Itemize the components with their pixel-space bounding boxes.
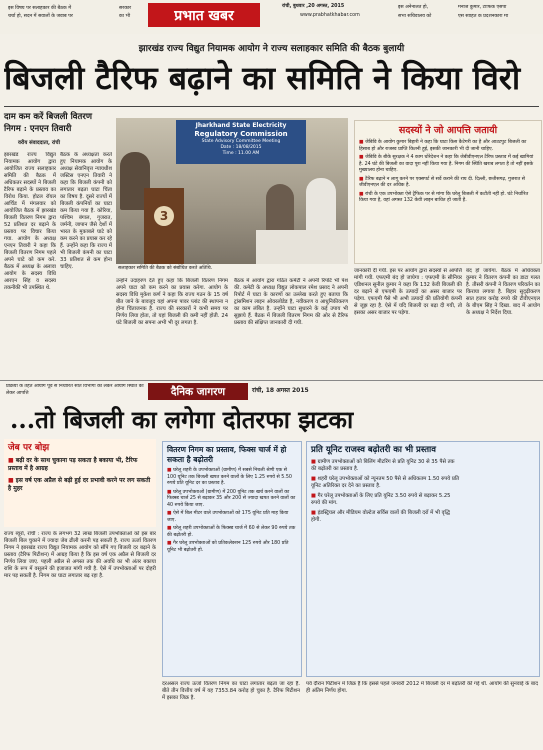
- objections-title: सदस्यों ने जो आपत्ति जतायी: [398, 125, 498, 136]
- article-dainik-jagran: [0, 380, 543, 750]
- objections-box: [354, 120, 542, 264]
- article2-left-body: राज्य ब्यूरो, रांची : राज्य के लगभग 32 लाख बिजली उपभोक्ताओं को इस बार बिजली बिल चुकाने में ज्यादा जेब ढीली करनी पड़ सकती है. राज्य ऊर्जा वितरण निगम ने झारखंड राज्य विद्युत नियामक आयोग को सौंपे गए बिजली दर बढ़ाने के प्रस्ताव (टैरिफ पिटीशन) में आग्रह किया है कि इस वर्ष एक अप्रैल से बिजली दर निर्णय लिया जाए. पहली अप्रैल से अगस्त तक की अवधि का भी अंतर बकाया राशि के रूप में वसूलने की इजाजत मांगी गयी है. ऐसे में उपभोक्ताओं पर दोहरी मार पड़ सकती है. निगम का घाटा लगातार बढ़ रहा है.: [4, 531, 156, 579]
- top-right-text-d: एस साहित के प्रदर्शनकारी मी: [458, 14, 509, 19]
- top-left-text-d: का भी: [119, 14, 131, 19]
- article1-subhead-1: दाम कम करें बिजली वितरण: [4, 112, 92, 122]
- article1-mid-column-1: उन्होंने उदाहरण देते हुए कहा कि बिजली वितरण निगम अपने घाटा को कम करने का प्रयास करेगा. आयोग के सदस्य विधि मुकेश कर्ण ने कहा कि राज्य गठन के 15 वर्ष बीत जाने के बावजूद यहां अपना पावर प्लांट की स्थापना न होना चिंताजनक है. राज्य की सरकारों ने कभी समय पर निर्णय लिया होता, तो यहां बिजली की कमी नहीं होती. 24 घंटे बिजली का सपना अभी भी दूर लगता है.: [116, 278, 228, 326]
- article1-right-column-1: जानकारी दी गयी. इस पर आयोग द्वारा सदस्यों से आपत्ति मांगी गयी. एफएमी बंद हो जायेगा : एफएमी के सीनियर एडिशनल सुनील कुमार ने कहा कि 132 केवी बिजली की दर बढ़ाने से एफएमी के उत्पादों का असर बाजार पर पड़ेगा. एफएमी पैसे भी अभी उत्पादों की प्रतियोगी कंपनी से जूझ रहा है. ऐसे में यदि बिजली दर बढ़ा दी गयी, तो इसका असर बाजार पर पड़ेगा.: [354, 268, 462, 316]
- proposal-point: ■ घरेलू उपभोक्ताओं (ग्रामीण) में 200 यूनिट तक खर्च करने वालों का फिक्स्ड चार्ज 25 से बढ़ाकर 35 और 200 से ज्यादा खपत करने वालों का 40 रुपये किया जाए.: [167, 490, 297, 510]
- article1-column-1: झारखंड राज्य विद्युत नियामक आयोग द्वारा आयोजित राज्य सलाहकार समिति की बैठक में अधिकतर सदस्यों ने बिजली टैरिफ बढ़ाने के प्रस्ताव का विरोध किया. होटल रॉयल आर्चिड में मंगलवार को आयोजित बैठक में झारखंड बिजली वितरण निगम द्वारा 52 प्रतिशत दर बढ़ाने के प्रस्ताव पर विचार किया गया. आयोग के अध्यक्ष एनएन तिवारी ने कहा कि बिजली वितरण निगम पहले अपने घाटे को कम करे. बैठक में अध्यक्ष के अलावा आयोग के सदस्य विधि आरएन सिंह व सदस्य तकनीकी भी उपस्थित थे.: [4, 152, 56, 291]
- objection-item: ■ जेबिवि के बीके सुरक्षक ने 4 काम धोरेदेशन ने कहा कि जेबीवीएनएल टैरिफ प्रस्ताव में कई खामियां है. 24 घंटे की बिजली का वादा पूरा नहीं किया गया है. निगम की स्थिति खराब लगता है तो नहीं इसके मुख्यालय होना चाहिए.: [359, 155, 537, 175]
- article1-subhead-2: निगम : एनएन तिवारी: [4, 124, 72, 134]
- jagran-brand-bar: [148, 383, 248, 400]
- revenue-proposal-title: प्रति यूनिट राजस्व बढ़ोतरी का भी प्रस्ताव: [311, 445, 436, 455]
- objection-item: ■ टैरिफ बढ़ाने न लागू करने पर एक्सपर्ट से सर्वे कराने की राय दी. दिल्ली, छत्तीसगढ़, गुजरात से जीवीएनएल की दर अधिक है.: [359, 177, 537, 190]
- proposal-point: ■ घरेलू शहरी के उपभोक्ताओं (ग्रामीण) में सबसे निचली श्रेणी एक से 100 यूनिट तक बिजली खपत करने वालों के लिए 1.25 रुपये से 5.50 रुपये प्रति यूनिट दर का प्रस्ताव है.: [167, 468, 297, 488]
- article-prabhat-khabar: [0, 34, 543, 422]
- photo-banner-line-3: State Advisory Committee Meeting: [201, 139, 281, 144]
- photo-banner-line-5: Time : 11.00 AM: [222, 151, 260, 156]
- top-right-text-c: मनोज कुमार, टाफिक एसपी: [458, 5, 507, 10]
- top-left-text-c: सरकार: [119, 6, 132, 11]
- meeting-photo: [116, 118, 348, 264]
- photo-caption: सलाहकार समिति की बैठक को संबोधित करते अतिथि.: [118, 266, 213, 271]
- top-strip: [0, 0, 543, 35]
- photo-person-2: [266, 184, 294, 234]
- article2-headline: ...तो बिजली का लगेगा दोतरफा झटका: [10, 405, 354, 434]
- article1-kicker: झारखंड राज्य विद्युत नियामक आयोग ने राज्य सलाहकार समिति की बैठक बुलायी: [138, 44, 405, 54]
- issue-date: रांची, बुधवार ,20 अगस्त, 2015: [282, 4, 345, 9]
- photo-banner-line-1: Jharkhand State Electricity: [195, 122, 287, 129]
- objection-item: ■ जेबिवि के आयोग कुमार बिहारी ने कहा कि घाटा किस कैटेगरी का है और आउटपुट बिजली का हिसाब हो और राजस्व प्राप्ति कितनी हुई, इसकी जानकारी भी दी जानी चाहिए.: [359, 140, 537, 153]
- revenue-point: ■ ग्रामीण उपभोक्ताओं को बिलिंग मीटरिंग से प्रति यूनिट 30 से 35 पैसे तक की बढ़ोतरी का प्रस्ताव है.: [311, 459, 461, 473]
- revenue-proposal-box: [306, 441, 540, 677]
- brand-logo: [148, 3, 260, 27]
- top-right-text-a: इस अनेनालत हो,: [398, 5, 429, 10]
- podium-emblem: 3: [154, 206, 174, 226]
- photo-banner-line-2: Regulatory Commission: [194, 130, 288, 138]
- proposal-point: ■ ऐसे में बिल मीटर वाले उपभोक्ताओं को 175 यूनिट प्रति माह किया जाए.: [167, 511, 297, 524]
- article2-bottom-right: पर्व दौरान पिटीशन में जिक्र है कि इससे पहले जनवरी 2012 में बिजली दर में बढ़ोतरी की गई थी. आयोग की सुनवाई के बाद ही अंतिम निर्णय होगा.: [306, 681, 538, 694]
- jagran-brand-name: दैनिक जागरण: [170, 385, 226, 398]
- objection-item: ■ रांची के एक उपभोक्ता ऐसे ट्रैफिक पर से मांगा कि घरेलू बिजली में कटौती नहीं हो. घंटे निर्धारित किया गया है, वहां अगस्त 132 केवी लाइन बाधित हो जाती है.: [359, 192, 537, 205]
- photo-podium: [144, 188, 184, 264]
- photo-table: [256, 230, 348, 264]
- photo-person-3: [306, 178, 336, 234]
- revenue-point: ■ इंडस्ट्रियल और मीडियम वोल्टेज सर्विस वालों की बिजली दरों में भी वृद्धि होगी.: [311, 510, 461, 524]
- burden-point: ■ इस वर्ष एक अप्रैल से बढ़ी हुई दर प्रभावी करने पर लग सकती है मुहर: [8, 477, 152, 493]
- article1-column-2: बैठक के अध्यक्षता करते हुए नियामक आयोग के अध्यक्ष सेवानिवृत्त न्यायधीश जस्टिस एनएन तिवारी ने कहा कि बिजली कंपनी को लगातार बढ़ता घाटा चिंता का विषय है. दूसरे राज्यों में बिजली कंपनियों का घाटा कम किया गया है. कोरिया, पश्चिम बंगाल, गुजरात, जर्मनी, जापान जैसे देशों में भारत के मुकाबले घाटे को कम करने का प्रयास कर रहे हैं. उन्होंने कहा कि राज्य में भी बिजली कंपनी का घाटा 33 प्रतिशत से कम होना चाहिए.: [60, 152, 112, 270]
- top-right-text-b: सभा सचिवालय को: [398, 14, 432, 19]
- article1-mid-column-2: बैठक में आयोग द्वारा गठित कमेटी ने अपनी रिपोर्ट भी पेश की. कमेटी के अध्यक्ष विद्युत लोकपाल रमेश प्रसाद ने अपनी रिपोर्ट में घाटा के कारणों का उल्लेख करते हुए बताया कि ट्रांसमिशन लाइन ओवरलोडेड है, नवीकरण व आधुनिकीकरण का काम लंबित है. उन्होंने घाटा सुधारने के कई उपाय भी सुझाये हैं. बैठक में बिजली वितरण निगम की ओर से टैरिफ प्रस्ताव की संक्षिप्त जानकारी दी गयी.: [234, 278, 348, 326]
- jagran-date: रांची, 18 अगस्त 2015: [252, 387, 309, 394]
- photo-banner: [176, 120, 306, 164]
- top-left-text-a: इस विषय पर सलाहकार की बैठक में: [8, 6, 72, 11]
- burden-point: ■ बढ़ी दर के साथ चुकाना पड़ सकता है बकाया भी, टैरिफ प्रस्ताव में है आग्रह: [8, 457, 152, 473]
- headline-divider: [4, 106, 539, 107]
- article1-right-column-2: बंद हो जायेगा. बैठक में अधिवक्ता कुमार ने वितरण कंपनी का डाटा गलत है. तीसरी कंपनी ने वितरण परिवर्तन का किराया लगाया है. बिहार सुदृढ़ीकरण सात हजार करोड़ रुपये की टीवीएनएल के बीएम सिंह ने दिखा. बाद में आयोग के अध्यक्ष ने निर्देश दिया.: [466, 268, 540, 316]
- article1-byline: वरीय संवाददाता, रांची: [18, 140, 60, 146]
- revenue-point: ■ गैर घरेलू उपभोक्ताओं के लिए प्रति यूनिट 3.50 रुपये से बढ़ाकर 5.25 रुपये की मांग.: [311, 493, 461, 507]
- burden-sidebar-title: जेब पर बोझ: [8, 443, 50, 453]
- distribution-proposal-title: वितरण निगम का प्रस्ताव, फिक्स चार्ज में हो सकता है बढ़ोतरी: [167, 445, 287, 464]
- distribution-proposal-box: [162, 441, 302, 677]
- burden-sidebar: [4, 439, 156, 527]
- revenue-point: ■ शहरी घरेलू उपभोक्ताओं को न्यूनतम 50 पैसे से अधिकतम 1.50 रुपये प्रति यूनिट अतिरिक्त दर देने का प्रस्ताव है.: [311, 476, 461, 490]
- brand-name: प्रभात खबर: [174, 7, 234, 24]
- proposal-point: ■ घरेलू शहरी उपभोक्ताओं के फिक्स्ड चार्ज में 60 से लेकर 90 रुपये तक की बढ़ोतरी हो.: [167, 526, 297, 539]
- photo-banner-line-4: Date : 18/08/2015: [220, 145, 262, 150]
- website-url: www.prabhatkhabar.com: [300, 13, 360, 18]
- article1-headline: बिजली टैरिफ बढ़ाने का समिति ने किया विरो: [4, 59, 521, 97]
- proposal-point: ■ गैर घरेलू उपभोक्ताओं को प्रतिकलेक्शन 125 रुपये और 180 प्रति यूनिट भी बढ़ोतरी हो.: [167, 541, 297, 554]
- jagran-strip-text: प्रक्रिया के तहत आयोग पूर्व से निर्धारित सात विभागों को लेकर आयोग स्थिति को लेकर आपत्ति: [6, 384, 144, 396]
- article2-bottom-center: दरअसल राज्य ऊर्जा वितरण निगम का घाटा लगातार बढ़ता जा रहा है. बीते तीन वित्तीय वर्ष में यह 7353.84 करोड़ हो चुका है. टैरिफ पिटीशन में इसका जिक्र है.: [162, 681, 300, 701]
- top-left-text-b: चर्चा हो, सदन में सवालों के जवाब पर: [8, 14, 73, 19]
